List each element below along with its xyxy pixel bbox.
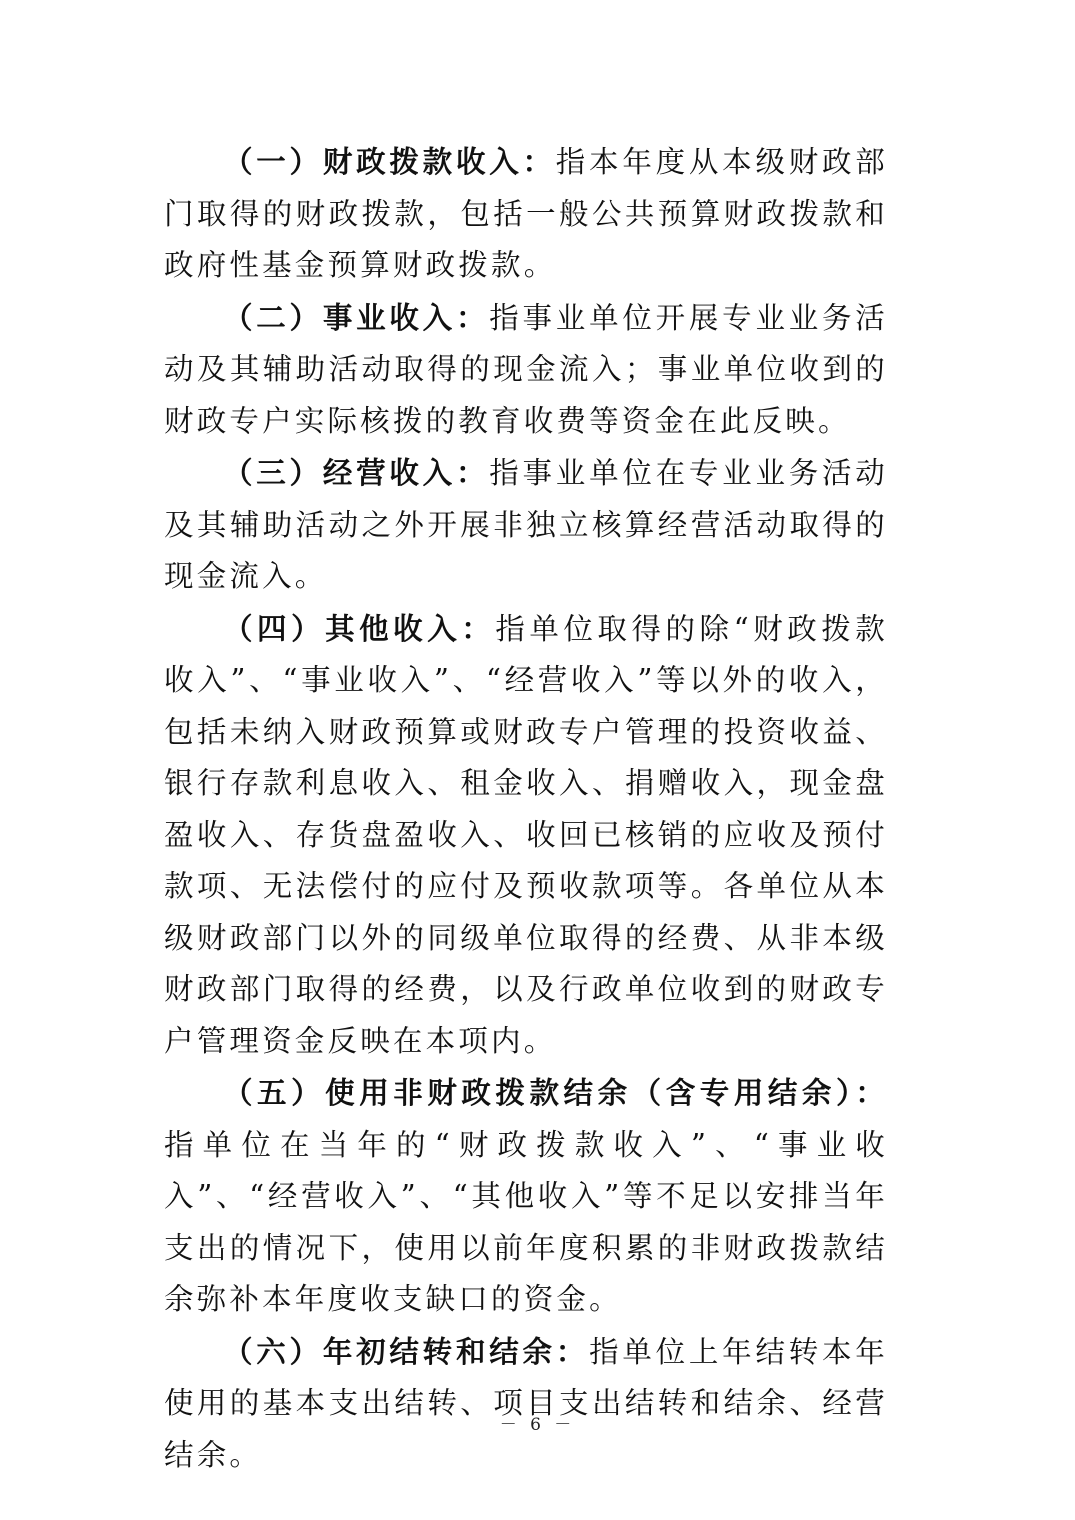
- paragraph-heading: （五）使用非财政拨款结余（含专用结余）：: [223, 1075, 888, 1110]
- paragraph-text: 指事业单位开展专业业务活动及其辅助活动取得的现金流入；事业单位收到的财政专户实际核拨的教育收费等资金在此反映。: [164, 300, 888, 438]
- paragraph-text: 指单位在当年的“财政拨款收入”、“事业收入”、“经营收入”、“其他收入”等不足以安排当年支出的情况下，使用以前年度积累的非财政拨款结余弥补本年度收支缺口的资金。: [164, 1127, 888, 1316]
- paragraph-fiscal-appropriation-income: [164, 136, 888, 292]
- paragraph-other-income: [164, 603, 888, 1068]
- paragraph-business-income: [164, 292, 888, 448]
- paragraph-heading: （六）年初结转和结余：: [223, 1333, 590, 1369]
- paragraph-operating-income: [164, 447, 888, 603]
- paragraph-use-of-non-fiscal-surplus: [164, 1067, 888, 1326]
- paragraph-carryover-and-surplus: [164, 1326, 888, 1482]
- page-number: － 6 －: [499, 1415, 576, 1435]
- paragraph-heading: （三）经营收入：: [223, 455, 490, 490]
- paragraph-text: 指本年度从本级财政部门取得的财政拨款，包括一般公共预算财政拨款和政府性基金预算财政拨款。: [164, 145, 888, 282]
- paragraph-heading: （四）其他收入：: [223, 610, 496, 646]
- document-body: [164, 136, 888, 1481]
- paragraph-text: 指单位取得的除“财政拨款收入”、“事业收入”、“经营收入”等以外的收入，包括未纳入财政预算或财政专户管理的投资收益、银行存款利息收入、租金收入、捐赠收入，现金盘盈收入、存货盘盈收入、收回已核销的应收及预付款项、无法偿付的应付及预收款项等。各单位从本级财政部门以外的同级单位取得的经费、从非本级财政部门取得的经费，以及行政单位收到的财政专户管理资金反映在本项内。: [164, 611, 889, 1058]
- paragraph-text: 指事业单位在专业业务活动及其辅助活动之外开展非独立核算经营活动取得的现金流入。: [164, 456, 888, 593]
- paragraph-text: 指单位上年结转本年使用的基本支出结转、项目支出结转和结余、经营结余。: [164, 1334, 888, 1472]
- paragraph-heading: （一）财政拨款收入：: [223, 144, 556, 179]
- paragraph-heading: （二）事业收入：: [223, 299, 490, 335]
